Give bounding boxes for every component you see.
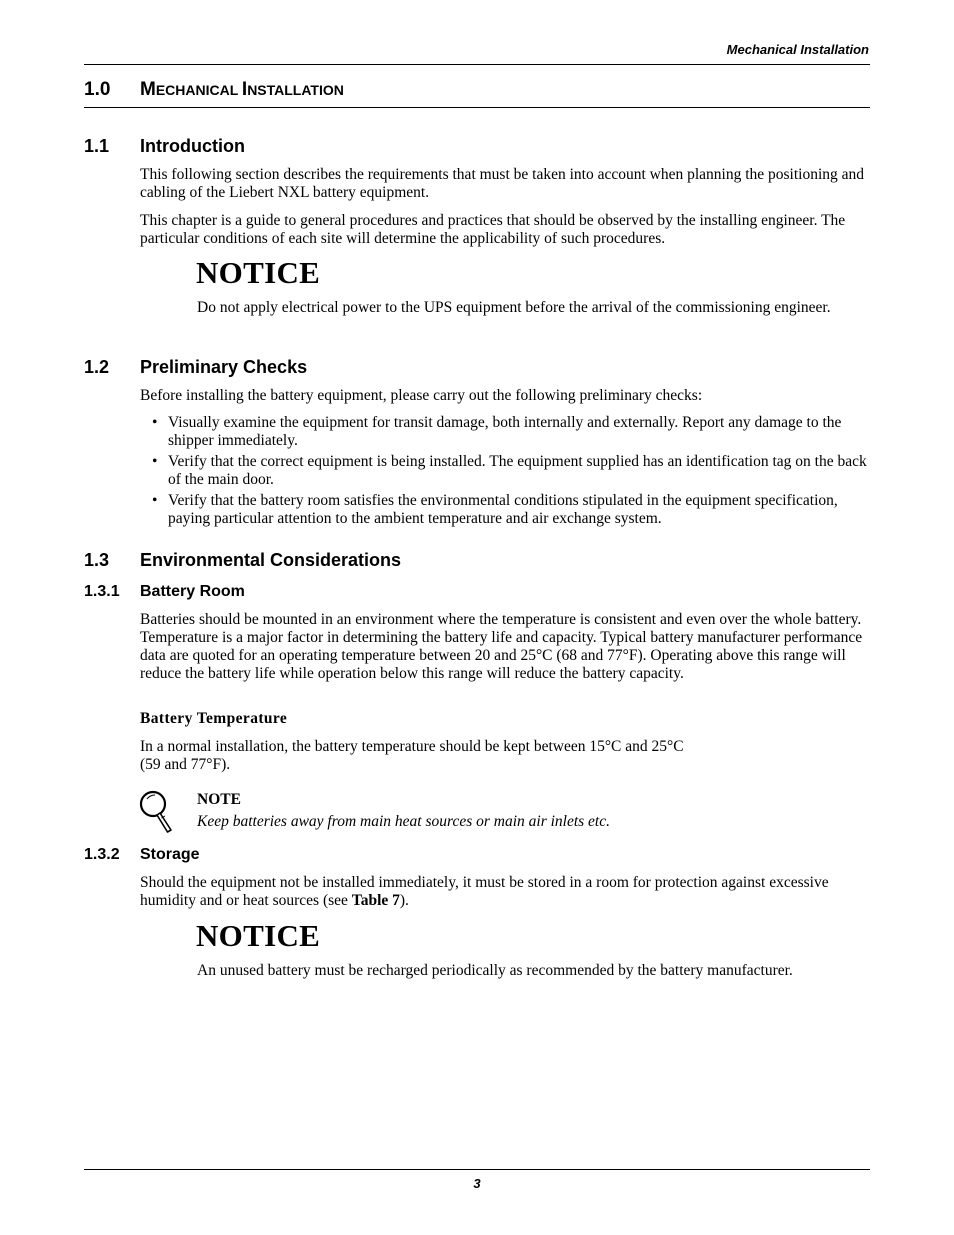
magnifier-icon — [138, 789, 174, 835]
storage-text-end: ). — [399, 892, 409, 909]
section-title-initial-1: M — [140, 79, 156, 100]
storage-paragraph — [140, 874, 870, 910]
section-number: 1.0 — [84, 79, 111, 100]
heading-text: Preliminary Checks — [140, 357, 308, 377]
section-title-initial-2: I — [241, 79, 248, 100]
battery-temperature-text — [140, 738, 870, 774]
footer-rule — [84, 1169, 870, 1170]
storage-text: Should the equipment not be installed immediately, it must be stored in a room for protection against excessive humidity and or heat sources (see — [140, 874, 829, 909]
heading-number: 1.2 — [84, 357, 110, 377]
section-title-rule — [84, 107, 870, 108]
list-item-text: Visually examine the equipment for transit damage, both internally and externally. Report any damage to the shipper immediately. — [168, 414, 842, 449]
list-item — [152, 453, 870, 489]
note-text: Keep batteries away from main heat sources or main air inlets etc. — [197, 813, 610, 830]
list-item — [152, 492, 870, 528]
heading-text: Introduction — [140, 136, 245, 156]
section-title — [84, 79, 344, 101]
notice-title: NOTICE — [196, 918, 321, 953]
page-number: 3 — [473, 1176, 481, 1191]
note-label: NOTE — [197, 791, 241, 808]
intro-paragraph-2: This chapter is a guide to general procedures and practices that should be observed by the installing engineer. The particular conditions of each site will determine the applicability of such procedures. — [140, 212, 846, 247]
heading-number: 1.3.2 — [84, 846, 120, 863]
checks-lead: Before installing the battery equipment, please carry out the following preliminary checks: — [140, 387, 703, 404]
notice-text: An unused battery must be recharged periodically as recommended by the battery manufacturer. — [197, 962, 793, 979]
bullet-icon: • — [152, 492, 158, 509]
running-header: Mechanical Installation — [726, 42, 869, 57]
header-rule — [84, 64, 870, 65]
list-item-text: Verify that the correct equipment is being installed. The equipment supplied has an identification tag on the back of the main door. — [168, 453, 867, 488]
heading-text: Environmental Considerations — [140, 550, 402, 570]
heading-text: Battery Room — [140, 583, 245, 600]
bullet-icon: • — [152, 453, 158, 470]
temperature-line-2: (59 and 77°F). — [140, 756, 231, 773]
list-item-text: Verify that the battery room satisfies the environmental conditions stipulated in the equipment specification, paying particular attention to the ambient temperature and air exchange system. — [168, 492, 838, 527]
bullet-icon: • — [152, 414, 158, 431]
heading-text: Storage — [140, 846, 200, 863]
notice-text: Do not apply electrical power to the UPS equipment before the arrival of the commissioning engineer. — [197, 299, 831, 316]
heading-number: 1.1 — [84, 136, 110, 156]
table-reference-link[interactable]: Table 7 — [351, 892, 400, 909]
list-item — [152, 414, 870, 450]
heading-number: 1.3.1 — [84, 583, 120, 600]
battery-room-paragraph: Batteries should be mounted in an environment where the temperature is consistent and even over the whole battery. Temperature is a major factor in determining the battery life and capacity. Typical battery manufacturer performance data are quoted for an operating temperature between 20 and 25°C (68 and 77°F). Operating above this range will reduce the battery life while operation below this range will reduce the battery capacity. — [140, 611, 863, 682]
notice-title: NOTICE — [196, 255, 321, 290]
battery-temperature-subheading: Battery Temperature — [140, 710, 288, 727]
checks-list — [152, 414, 870, 531]
temperature-line-1: In a normal installation, the battery temperature should be kept between 15°C and 25°C — [140, 738, 684, 755]
section-title-rest-1: ECHANICAL — [155, 82, 242, 98]
intro-paragraph-1: This following section describes the requirements that must be taken into account when planning the positioning and cabling of the Liebert NXL battery equipment. — [140, 166, 865, 201]
heading-number: 1.3 — [84, 550, 110, 570]
section-title-rest-2: NSTALLATION — [247, 82, 344, 98]
